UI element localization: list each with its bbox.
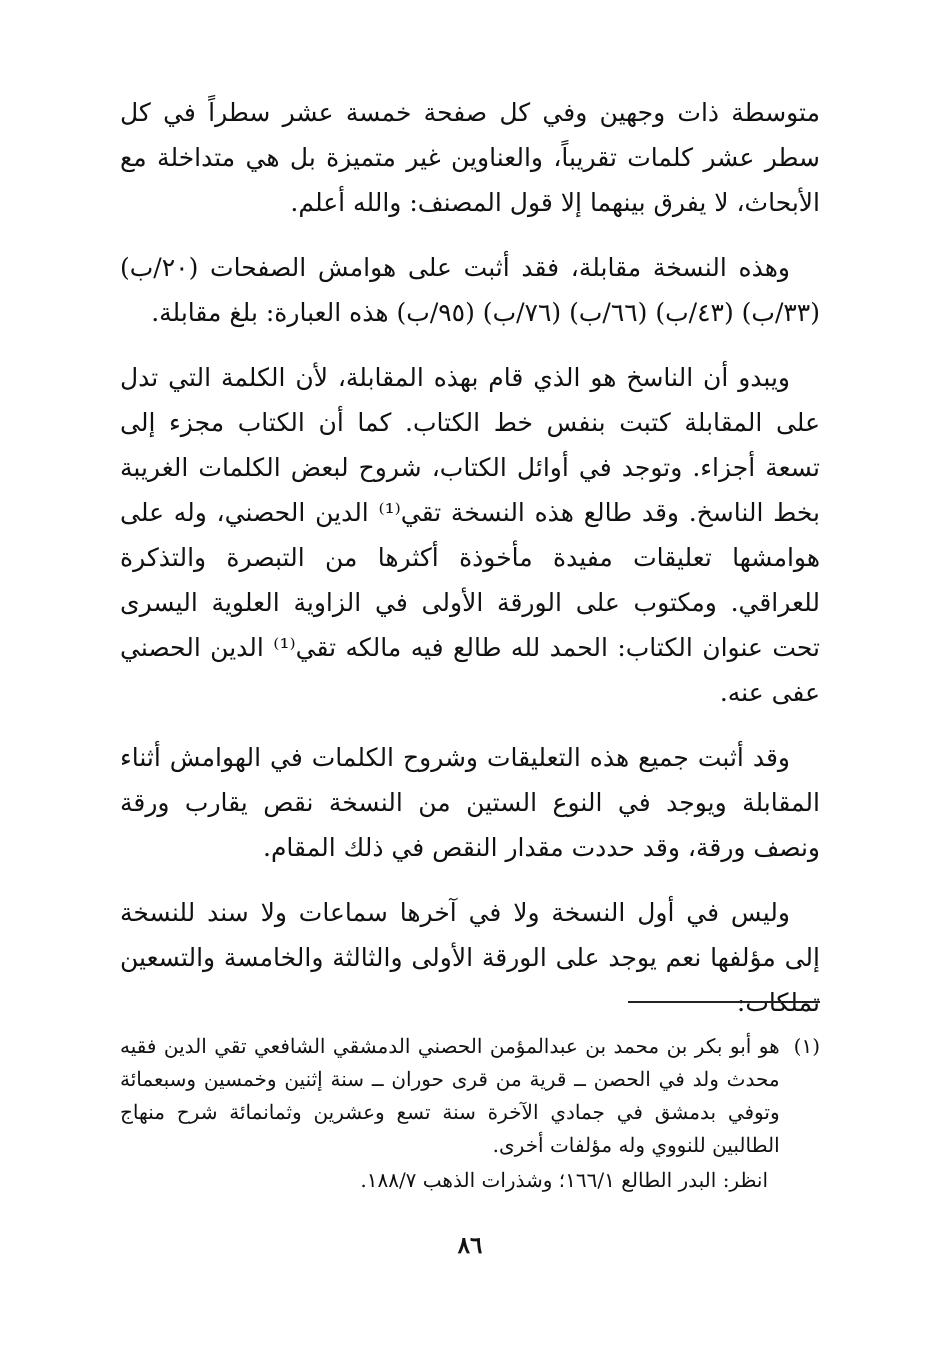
paragraph-1: متوسطة ذات وجهين وفي كل صفحة خمسة عشر سطراً في كل سطر عشر كلمات تقريباً، والعناوين غير متميزة بل هي متداخلة مع الأبحاث، لا يفرق بينهما إلا قول المصنف: والله أعلم. xyxy=(120,98,820,217)
footnote-separator xyxy=(628,1001,820,1003)
footnote-text: هو أبو بكر بن محمد بن عبدالمؤمن الحصني الدمشقي الشافعي تقي الدين فقيه محدث ولد في الحصن ــ قرية من قرى حوران ــ سنة إثنين وخمسين وسبعمائة وتوفي بدمشق في جمادي الآخرة سنة تسع وعشرين وثمانمائة شرح منهاج الطالبين للنووي وله مؤلفات أخرى. xyxy=(120,1034,780,1157)
paragraph-3: ويبدو أن الناسخ هو الذي قام بهذه المقابلة، لأن الكلمة التي تدل على المقابلة كتبت بنفس خط الكتاب. كما أن الكتاب مجزء إلى تسعة أجزاء. وتوجد في أوائل الكتاب، شروح لبعض الكلمات الغريبة بخط الناسخ. وقد طالع هذه النسخة تقي⁽¹⁾ الدين الحصني، وله على هوامشها تعليقات مفيدة مأخوذة أكثرها من التبصرة والتذكرة للعراقي. ومكتوب على الورقة الأولى في الزاوية العلوية اليسرى تحت عنوان الكتاب: الحمد لله طالع فيه مالكه تقي⁽¹⁾ الدين الحصني عفى عنه. xyxy=(120,363,820,707)
footnotes xyxy=(120,1030,820,1197)
book-page xyxy=(120,90,820,1290)
page-number: ٨٦ xyxy=(457,1232,483,1259)
footnote-number: (١) xyxy=(793,1034,820,1058)
paragraph-4: وقد أثبت جميع هذه التعليقات وشروح الكلمات في الهوامش أثناء المقابلة ويوجد في النوع الستين من النسخة نقص يقارب ورقة ونصف ورقة، وقد حددت مقدار النقص في ذلك المقام. xyxy=(120,743,820,862)
paragraph-2: وهذه النسخة مقابلة، فقد أثبت على هوامش الصفحات (٢٠/ب) (٣٣/ب) (٤٣/ب) (٦٦/ب) (٧٦/ب) (٩٥/ب) هذه العبارة: بلغ مقابلة. xyxy=(120,253,820,327)
paragraph-5: وليس في أول النسخة ولا في آخرها سماعات ولا سند للنسخة إلى مؤلفها نعم يوجد على الورقة الأولى والثالثة والخامسة والتسعين تملكات: xyxy=(120,898,820,1017)
main-text xyxy=(120,90,820,1025)
footnote-1 xyxy=(120,1030,820,1162)
footnote-source: انظر: البدر الطالع ١٦٦/١؛ وشذرات الذهب ١٨٨/٧. xyxy=(360,1168,768,1192)
